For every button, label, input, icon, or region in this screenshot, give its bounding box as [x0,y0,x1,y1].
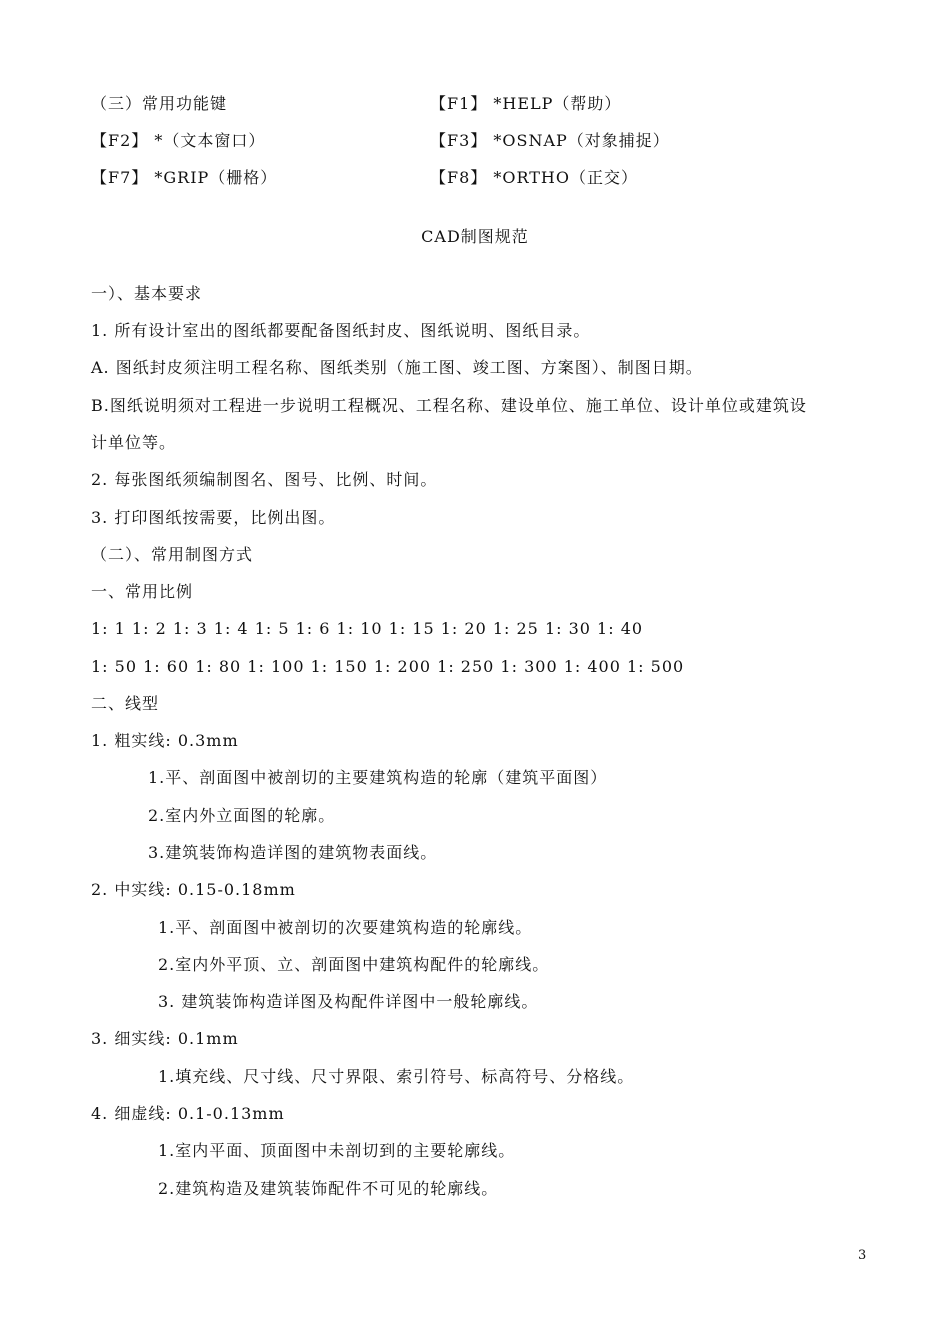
paragraph: B.图纸说明须对工程进一步说明工程概况、工程名称、建设单位、施工单位、设计单位或建筑设 [91,396,807,415]
line-type-item: 3. 建筑装饰构造详图及构配件详图中一般轮廓线。 [158,992,539,1011]
line-type-item: 2.室内外平顶、立、剖面图中建筑构配件的轮廓线。 [158,955,550,974]
line-type-item: 2.建筑构造及建筑装饰配件不可见的轮廓线。 [158,1179,499,1198]
line-type-item: 2.室内外立面图的轮廓。 [148,806,336,825]
key-f2: 【F2】 *（文本窗口） [91,131,266,150]
line-type-item: 1.平、剖面图中被剖切的次要建筑构造的轮廓线。 [158,918,533,937]
section-heading: 一、常用比例 [91,582,194,601]
key-f3: 【F3】 *OSNAP（对象捕捉） [430,131,670,150]
paragraph: 3. 打印图纸按需要，比例出图。 [91,508,336,527]
paragraph: 计单位等。 [91,433,177,452]
page-number: 3 [858,1248,867,1263]
line-type-heading: 3. 细实线: 0.1mm [91,1029,239,1048]
key-f8: 【F8】 *ORTHO（正交） [430,168,638,187]
paragraph: 2. 每张图纸须编制图名、图号、比例、时间。 [91,470,438,489]
line-type-heading: 1. 粗实线: 0.3mm [91,731,239,750]
paragraph: 1. 所有设计室出的图纸都要配备图纸封皮、图纸说明、图纸目录。 [91,321,591,340]
line-type-item: 3.建筑装饰构造详图的建筑物表面线。 [148,843,438,862]
document-title: CAD制图规范 [421,227,529,246]
line-type-item: 1.填充线、尺寸线、尺寸界限、索引符号、标高符号、分格线。 [158,1067,635,1086]
line-type-item: 1.平、剖面图中被剖切的主要建筑构造的轮廓（建筑平面图） [148,768,608,787]
scale-list: 1: 50 1: 60 1: 80 1: 100 1: 150 1: 200 1: 250 1: 300 1: 400 1: 500 [91,657,685,676]
section-heading: （二）、常用制图方式 [91,545,254,564]
key-f7: 【F7】 *GRIP（栅格） [91,168,278,187]
line-type-item: 1.室内平面、顶面图中未剖切到的主要轮廓线。 [158,1141,516,1160]
paragraph: A. 图纸封皮须注明工程名称、图纸类别（施工图、竣工图、方案图）、制图日期。 [91,358,703,377]
line-type-heading: 4. 细虚线: 0.1-0.13mm [91,1104,285,1123]
function-keys-heading: （三）常用功能键 [91,94,228,113]
line-type-heading: 2. 中实线: 0.15-0.18mm [91,880,296,899]
section-heading: 一）、基本要求 [91,284,203,303]
scale-list: 1: 1 1: 2 1: 3 1: 4 1: 5 1: 6 1: 10 1: 15 1: 20 1: 25 1: 30 1: 40 [91,619,644,638]
section-heading: 二、线型 [91,694,160,713]
key-f1: 【F1】 *HELP（帮助） [430,94,622,113]
